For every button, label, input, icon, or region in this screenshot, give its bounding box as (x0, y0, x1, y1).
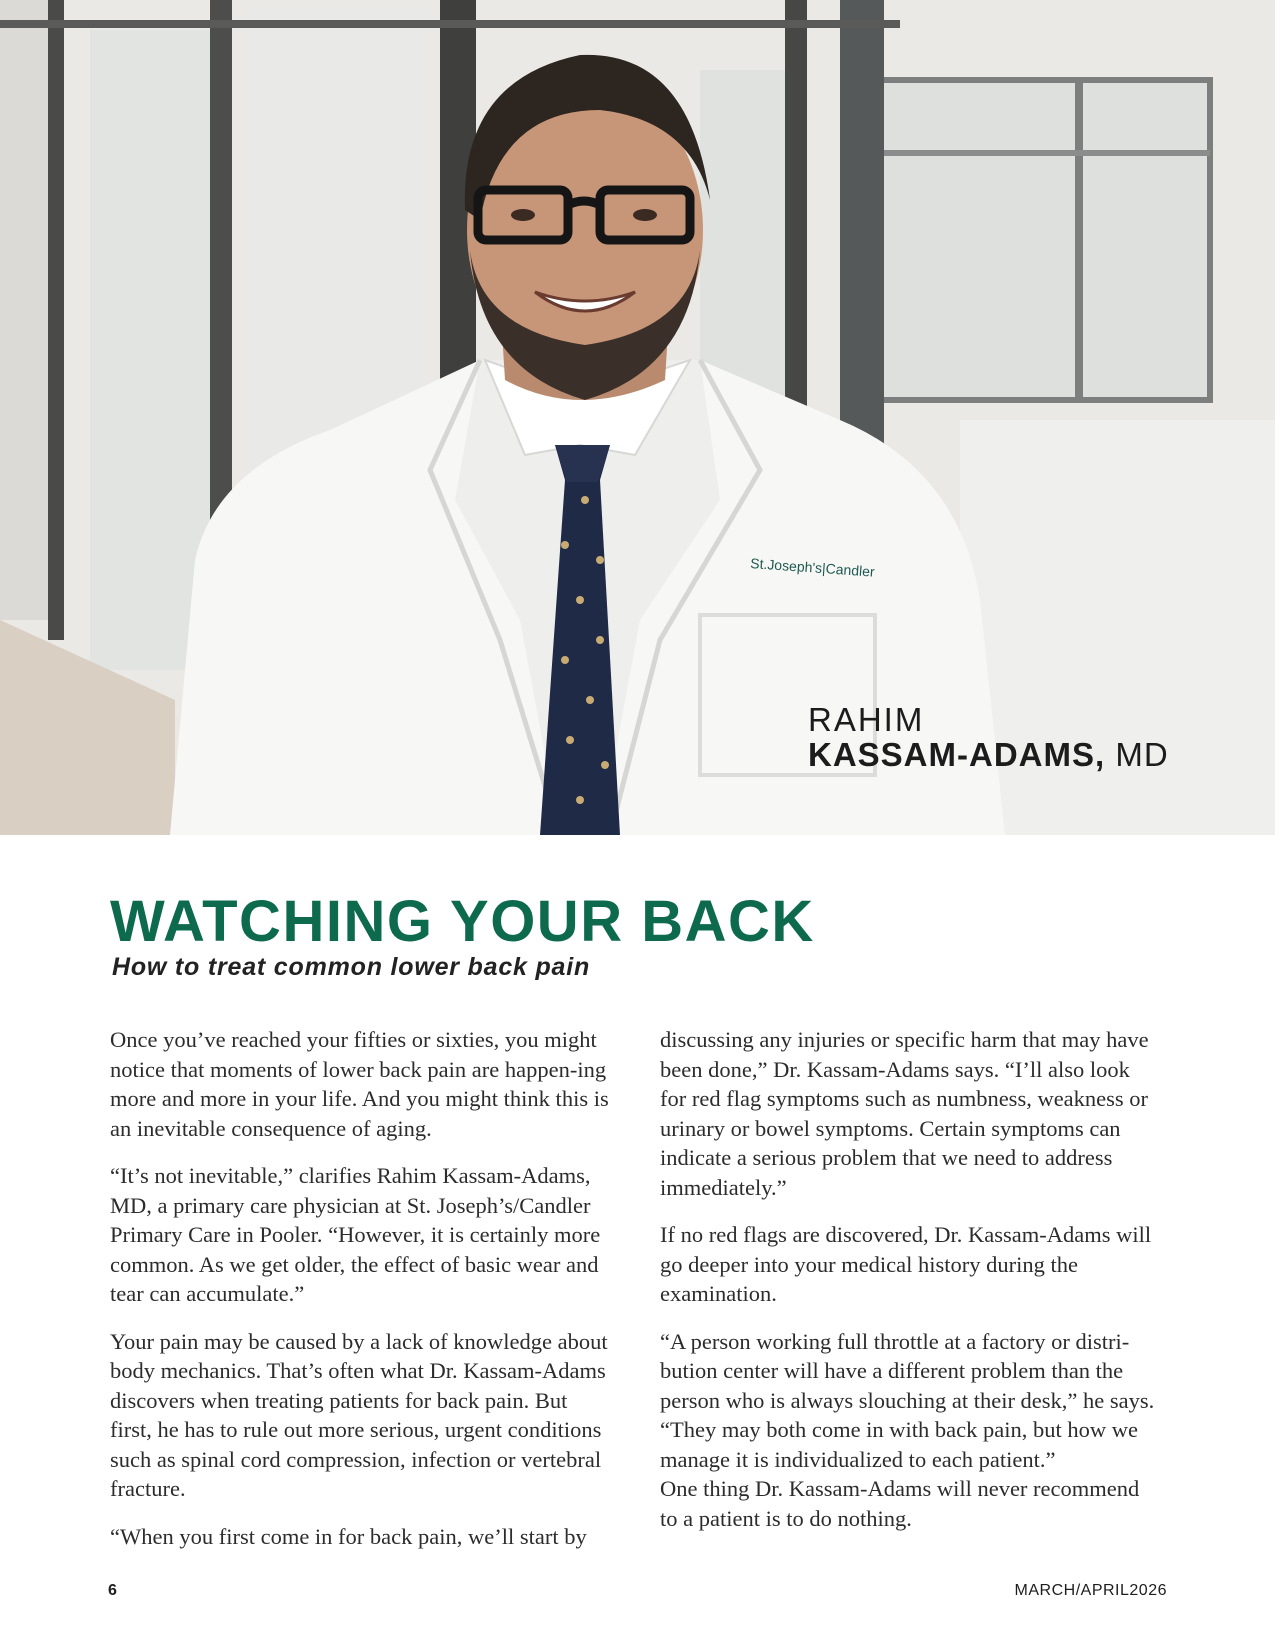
article-subtitle: How to treat common lower back pain (112, 953, 591, 981)
caption-last-name: KASSAM-ADAMS, (808, 735, 1106, 773)
photo-caption (808, 703, 1248, 772)
issue-date: MARCH/APRIL2026 (1014, 1582, 1167, 1599)
body-paragraph: Your pain may be caused by a lack of knowledge about body mechanics. That’s often what Dr. Kassam-Adams discovers when treating patients for back pain. But first, he has to rule out more serious, urgent conditions such as spinal cord compression, infection or vertebral fracture. (110, 1328, 608, 1501)
body-paragraph: If no red flags are discovered, Dr. Kassam-Adams will go deeper into your medical history during the examination. (660, 1222, 1152, 1306)
caption-suffix: MD (1115, 735, 1169, 773)
page-number: 6 (108, 1582, 118, 1599)
body-paragraph: discussing any injuries or specific harm that may have been done,” Dr. Kassam-Adams says. “I’ll also look for red flag symptoms such as numbness, weakness or urinary or bowel symptoms. Certain symptoms can indicate a serious problem that we need to address immediately.” (660, 1027, 1149, 1200)
body-paragraph: “When you first come in for back pain, we’ll start by (110, 1523, 587, 1549)
body-paragraph: “A person working full throttle at a factory or distri-bution center will have a different problem than the person who is always slouching at their desk,” he says. “They may both come in with back pain, but how we manage it is individualized to each patient.” (660, 1328, 1155, 1472)
article-title: WATCHING YOUR BACK (110, 889, 815, 954)
body-paragraph: “It’s not inevitable,” clarifies Rahim Kassam-Adams, MD, a primary care physician at St. Joseph’s/Candler Primary Care in Pooler. “However, it is certainly more common. As we get older, the effect of basic wear and tear can accumulate.” (110, 1163, 601, 1306)
article-column-right (660, 1025, 1160, 1551)
caption-first-name: RAHIM (808, 701, 925, 738)
coat-logo-text: St.Joseph's|Candler (749, 555, 876, 580)
caption-last-name-line (808, 735, 1248, 773)
body-paragraph: Once you’ve reached your fifties or sixties, you might notice that moments of lower back pain are happen-ing more and more in your life. And you might think this is an inevitable consequence of aging. (110, 1027, 609, 1141)
body-paragraph: One thing Dr. Kassam-Adams will never recommend to a patient is to do nothing. (660, 1476, 1140, 1531)
article-column-left (110, 1025, 610, 1569)
